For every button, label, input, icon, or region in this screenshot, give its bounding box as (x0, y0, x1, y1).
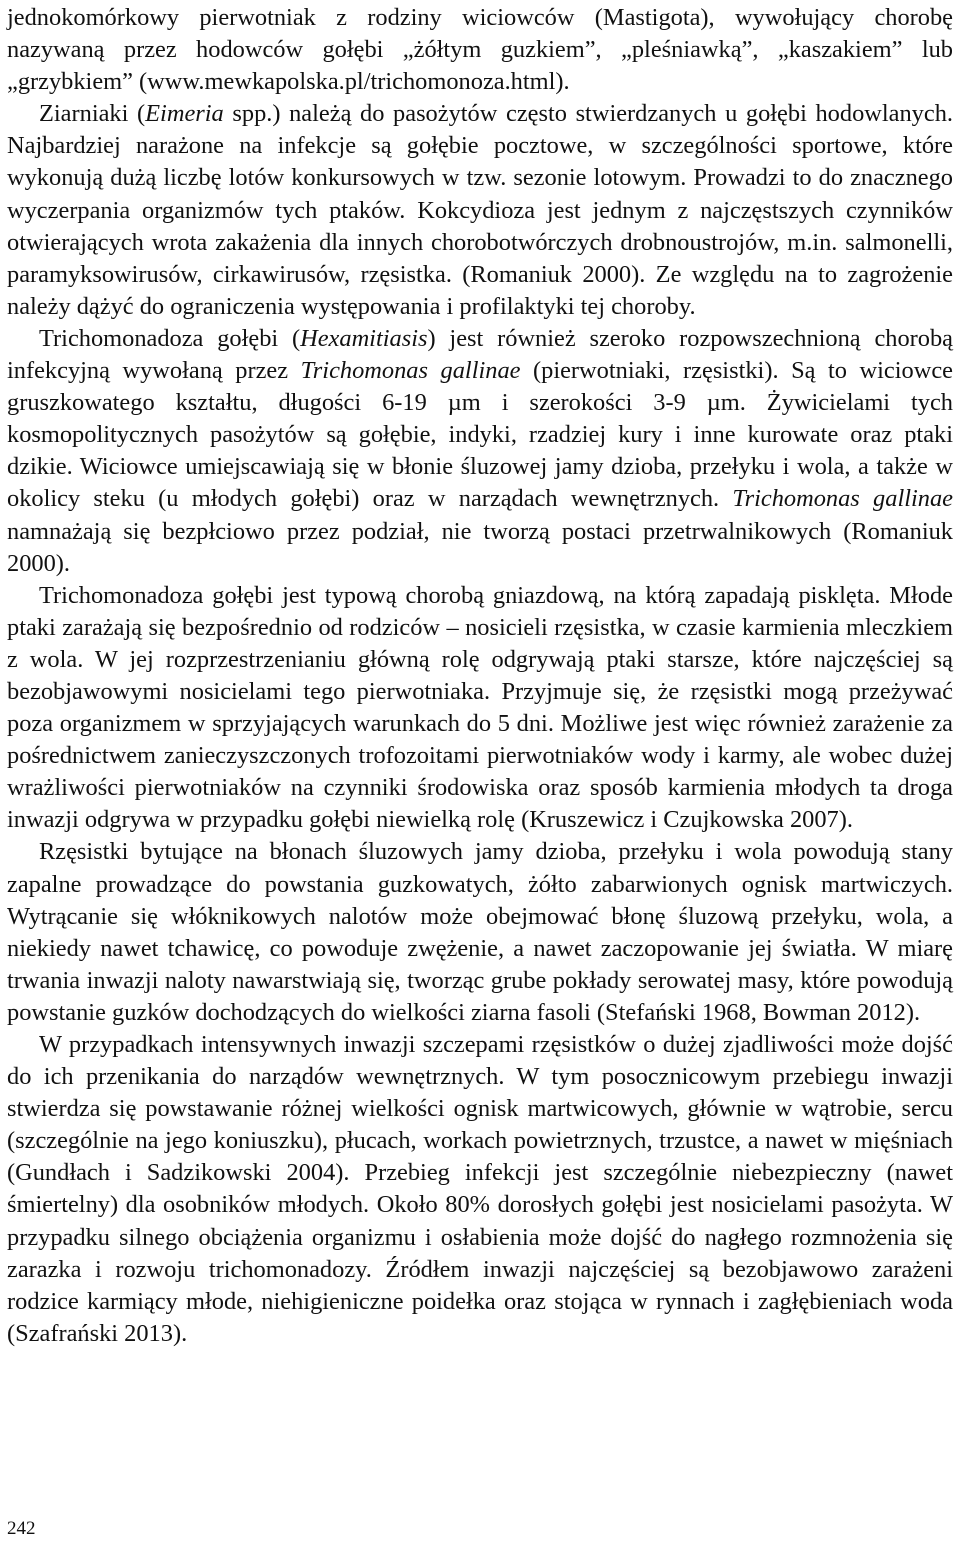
paragraph-text: W przypadkach intensywnych inwazji szczepami rzęsistków o dużej zjadliwości może dojść do ich przenikania do narządów wewnętrznych. W tym posocznicowym przebiegu inwazji stwierdza się powstawanie różnej wielkości ognisk martwicowych, głównie w wątrobie, sercu (szczególnie na jego koniuszku), płucach, workach powietrznych, trzustce, a nawet w mięśniach (Gundłach i Sadzikowski 2004). Przebieg infekcji jest szczególnie niebezpieczny (nawet śmiertelny) dla osobników młodych. Około 80% dorosłych gołębi jest nosicielami pasożyta. W przypadku silnego obciążenia organizmu i osłabienia może dojść do nagłego rozmnożenia się zarazka i rozwoju trichomonadozy. Źródłem inwazji najczęściej są bezobjawowo zarażeni rodzice karmiący młode, niehigieniczne poidełka oraz stojąca w rynnach i zagłębieniach woda (Szafrański 2013). (7, 1031, 953, 1347)
italic-text: Trichomonas gallinae (300, 357, 521, 385)
paragraph-text: (pierwotniaki, rzęsistki). Są to wiciowce gruszkowatego kształtu, długości 6-19 µm i szerokości 3-9 µm. Żywicielami tych kosmopolitycznych pasożytów są gołębie, indyki, rzadziej kury i inne kurowate oraz ptaki dzikie. Wiciowce umiejscawiają się w błonie śluzowej jamy dzioba, przełyku i wola, a także w okolicy steku (u młodych gołębi) oraz w narządach wewnętrznych. (7, 357, 953, 513)
paragraph-text: ) jest również szeroko rozpowszechnioną chorobą infekcyjną wywołaną przez (7, 324, 953, 385)
paragraph-text: Ziarniaki ( (39, 100, 146, 128)
page-number: 242 (7, 1518, 36, 1539)
paragraph-text: Trichomonadoza gołębi ( (39, 324, 301, 352)
paragraph-text: spp.) należą do pasożytów często stwierdzanych u gołębi hodowlanych. Najbardziej narażone na infekcje są gołębie pocztowe, w szczególności sportowe, które wykonują dużą liczbę lotów konkursowych w tzw. sezonie lotowym. Prowadzi to do znacznego wyczerpania organizmów tych ptaków. Kokcydioza jest jednym z najczęstszych czynników otwierających wrota zakażenia dla innych chorobotwórczych drobnoustrojów, m.in. salmonelli, paramyksowirusów, cirkawirusów, rzęsistka. (Romaniuk 2000). Ze względu na to zagrożenie należy dążyć do ograniczenia występowania i profilaktyki tej choroby. (7, 100, 953, 320)
italic-text: Trichomonas gallinae (732, 485, 953, 513)
paragraph (7, 1029, 953, 1350)
paragraph-text: Rzęsistki bytujące na błonach śluzowych jamy dzioba, przełyku i wola powodują stany zapalne prowadzące do powstania guzkowatych, żółto zabarwionych ognisk martwiczych. Wytrącanie się włóknikowych nalotów może obejmować błonę śluzową przełyku, wola, a niekiedy nawet tchawicę, co powoduje zwężenie, a nawet zaczopowanie jej światła. W miarę trwania inwazji naloty nawarstwiają się, tworząc grube pokłady serowatej masy, które powodują powstanie guzków dochodzących do wielkości ziarna fasoli (Stefański 1968, Bowman 2012). (7, 838, 953, 1026)
paragraph (7, 836, 953, 1029)
paragraph (7, 580, 953, 837)
paragraph-text: namnażają się bezpłciowo przez podział, nie tworzą postaci przetrwalnikowych (Romaniuk 2000). (7, 517, 953, 577)
paragraph (7, 2, 953, 98)
paragraph (7, 323, 953, 580)
paragraph (7, 98, 953, 323)
italic-text: Hexamitiasis (300, 324, 428, 352)
paragraph-text: Trichomonadoza gołębi jest typową chorobą gniazdową, na którą zapadają pisklęta. Młode ptaki zarażają się bezpośrednio od rodziców – nosicieli rzęsistka, w czasie karmienia mleczkiem z wola. W jej rozprzestrzenianiu główną rolę odgrywają ptaki starsze, które najczęściej są bezobjawowymi nosicielami tego pierwotniaka. Przyjmuje się, że rzęsistki mogą przeżywać poza organizmem w sprzyjających warunkach do 5 dni. Możliwe jest więc również zarażenie za pośrednictwem zanieczyszczonych trofozoitami pierwotniaków wody i karmy, ale wobec dużej wrażliwości pierwotniaków na czynniki środowiska oraz sposób karmienia młodych ta droga inwazji odgrywa w przypadku gołębi niewielką rolę (Kruszewicz i Czujkowska 2007). (7, 581, 953, 834)
italic-text: Eimeria (145, 100, 224, 128)
paragraph-text: jednokomórkowy pierwotniak z rodziny wiciowców (Mastigota), wywołujący chorobę nazywaną przez hodowców gołębi „żółtym guzkiem”, „pleśniawką”, „kaszakiem” lub „grzybkiem” (www.mewkapolska.pl/trichomonoza.html). (7, 4, 953, 96)
document-body (7, 2, 953, 1350)
